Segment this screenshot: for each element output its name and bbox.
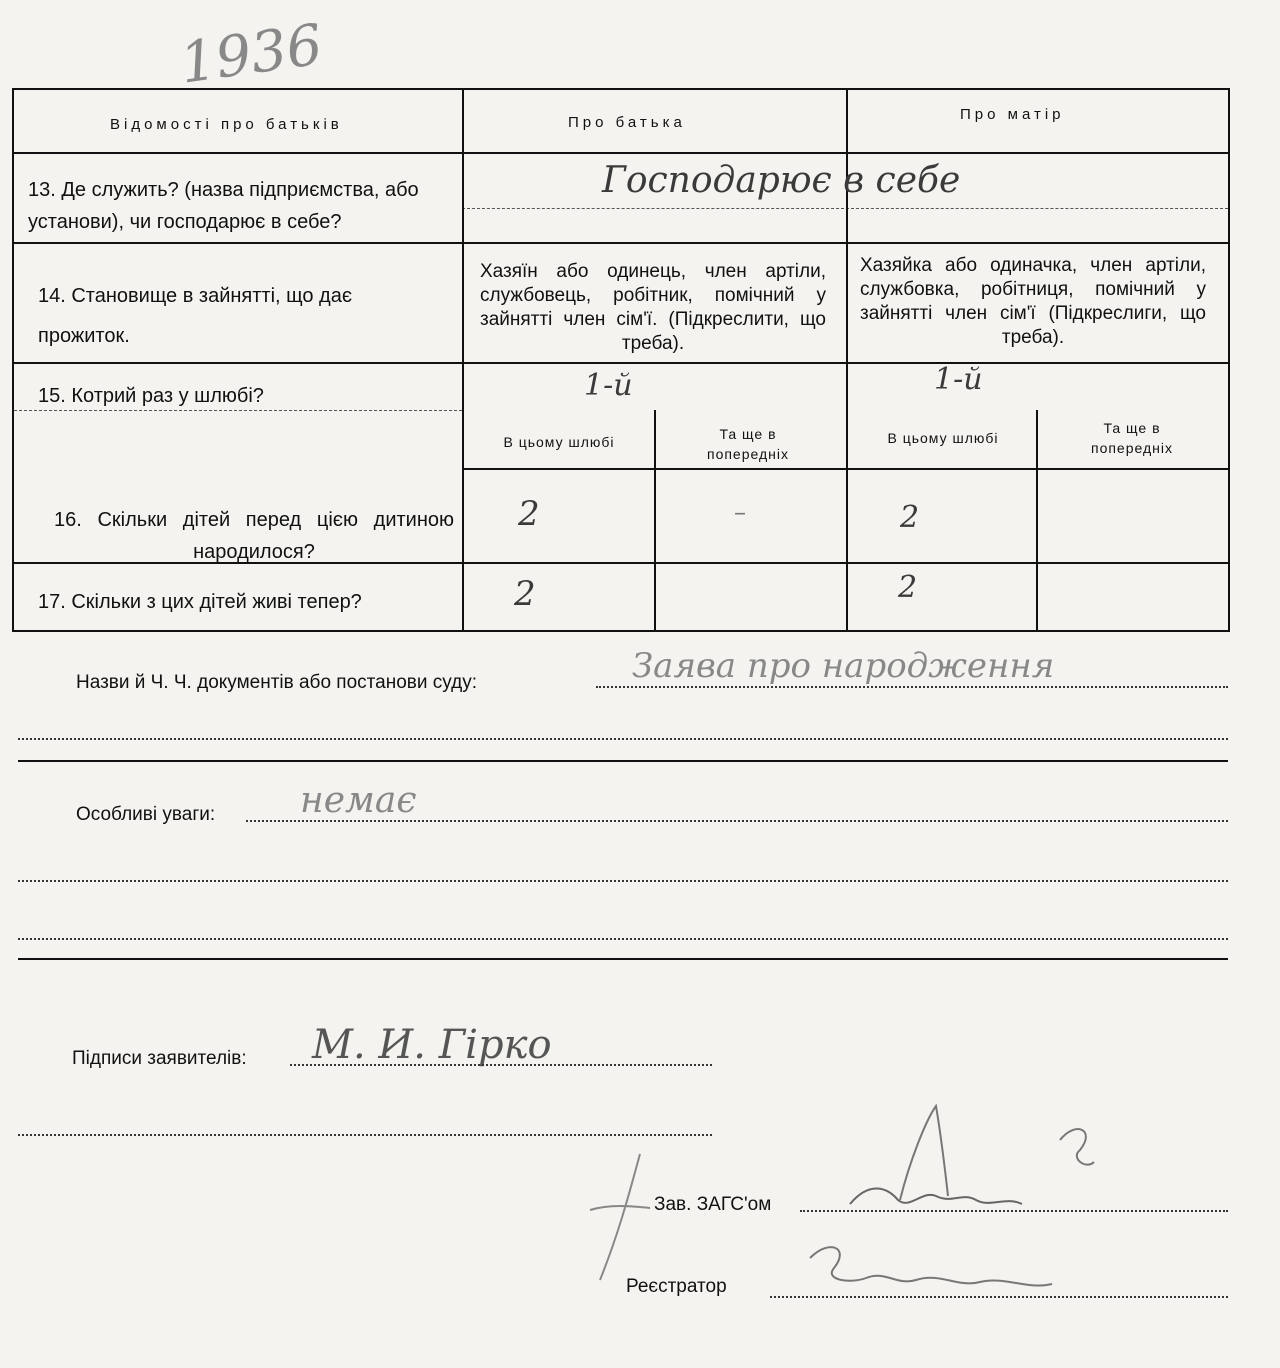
q16-father-prev: –: [734, 498, 746, 526]
subhead-father-this: В цьому шлюбі: [503, 434, 615, 450]
q13-answer: Господарює в себе: [602, 160, 961, 201]
remarks-value: немає: [300, 780, 417, 821]
head-label: Зав. ЗАГС'ом: [654, 1194, 772, 1215]
year-stamp: 1936: [176, 12, 327, 97]
registrar-label: Реєстратор: [626, 1276, 727, 1297]
q16-father-this: 2: [518, 494, 540, 534]
q17-father-this: 2: [514, 574, 536, 614]
q16-mother-this: 2: [900, 500, 920, 535]
parents-info-table: [12, 88, 1230, 632]
subhead-mother-prev: Та ще в попередніх: [1090, 420, 1173, 456]
q16-label: 16. Скільки дітей перед цією дитиною народилося?: [54, 509, 454, 563]
q17-label: 17. Скільки з цих дітей живі тепер?: [38, 591, 362, 613]
q15-label: 15. Котрий раз у шлюбі?: [38, 385, 264, 407]
q14-mother-options: Хазяйка або одиначка, член артіли, службовка, робітниця, помічний у зайнятті член сім'ї (Підкреслиги, що треба).: [860, 255, 1206, 348]
applicant-signatures-label: Підписи заявителів:: [72, 1048, 247, 1069]
head-signature: [840, 1100, 1100, 1210]
documents-label: Назви й Ч. Ч. документів або постанови суду:: [76, 672, 477, 693]
q15-father: 1-й: [584, 368, 633, 403]
margin-flourish: [580, 1150, 660, 1290]
header-info: Відомості про батьків: [110, 116, 343, 133]
q13-label: 13. Де служить? (назва підприємства, або установи), чи господарює в себе?: [28, 179, 419, 233]
q15-mother: 1-й: [934, 362, 983, 397]
q14-label: 14. Становище в зайнятті, що дає прожиток.: [38, 285, 353, 347]
subhead-father-prev: Та ще в попередніх: [706, 426, 789, 462]
q17-mother-this: 2: [898, 570, 918, 605]
header-mother: Про матір: [960, 106, 1065, 123]
documents-value: Заява про народження: [632, 646, 1055, 686]
subhead-mother-this: В цьому шлюбі: [887, 430, 999, 446]
header-father: Про батька: [568, 114, 686, 131]
applicant-signatures-value: М. И. Гірко: [312, 1022, 552, 1068]
remarks-label: Особливі уваги:: [76, 804, 216, 825]
q14-father-options: Хазяїн або одинець, член артіли, службовець, робітник, помічний у зайнятті член сім'ї. (Підкреслити, що треба).: [480, 261, 826, 354]
